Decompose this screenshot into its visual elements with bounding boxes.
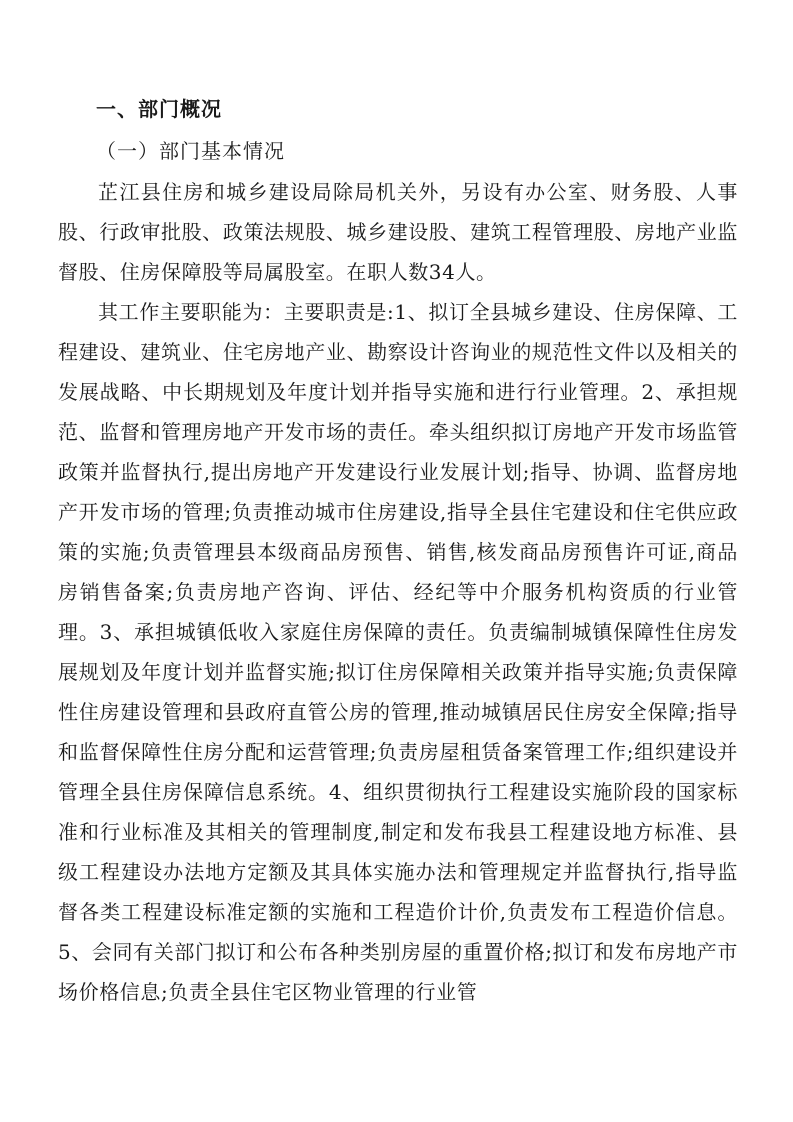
document-body xyxy=(58,88,738,1012)
subsection-heading: （一）部门基本情况 xyxy=(96,139,285,163)
paragraph-duties: 其工作主要职能为：主要职责是:1、拟订全县城乡建设、住房保障、工程建设、建筑业、住宅房地产业、勘察设计咨询业的规范性文件以及相关的发展战略、中长期规划及年度计划并指导实施和进行行业管理。2、承担规范、监督和管理房地产开发市场的责任。牵头组织拟订房地产开发市场监管政策并监督执行,提出房地产开发建设行业发展计划;指导、协调、监督房地产开发市场的管理;负责推动城市住房建设,指导全县住宅建设和住宅供应政策的实施;负责管理县本级商品房预售、销售,核发商品房预售许可证,商品房销售备案;负责房地产咨询、评估、经纪等中介服务机构资质的行业管理。3、承担城镇低收入家庭住房保障的责任。负责编制城镇保障性住房发展规划及年度计划并监督实施;拟订住房保障相关政策并指导实施;负责保障性住房建设管理和县政府直管公房的管理,推动城镇居民住房安全保障;指导和监督保障性住房分配和运营管理;负责房屋租赁备案管理工作;组织建设并管理全县住房保障信息系统。4、组织贯彻执行工程建设实施阶段的国家标准和行业标准及其相关的管理制度,制定和发布我县工程建设地方标准、县级工程建设办法地方定额及其具体实施办法和管理规定并监督执行,指导监督各类工程建设标准定额的实施和工程造价计价,负责发布工程造价信息。5、会同有关部门拟订和公布各种类别房屋的重置价格;拟订和发布房地产市场价格信息;负责全县住宅区物业管理的行业管 xyxy=(58,300,739,1004)
paragraph-overview: 芷江县住房和城乡建设局除局机关外，另设有办公室、财务股、人事股、行政审批股、政策法规股、城乡建设股、建筑工程管理股、房地产业监督股、住房保障股等局属股室。在职人数34人。 xyxy=(58,180,738,284)
section-heading: 一、部门概况 xyxy=(96,97,222,121)
